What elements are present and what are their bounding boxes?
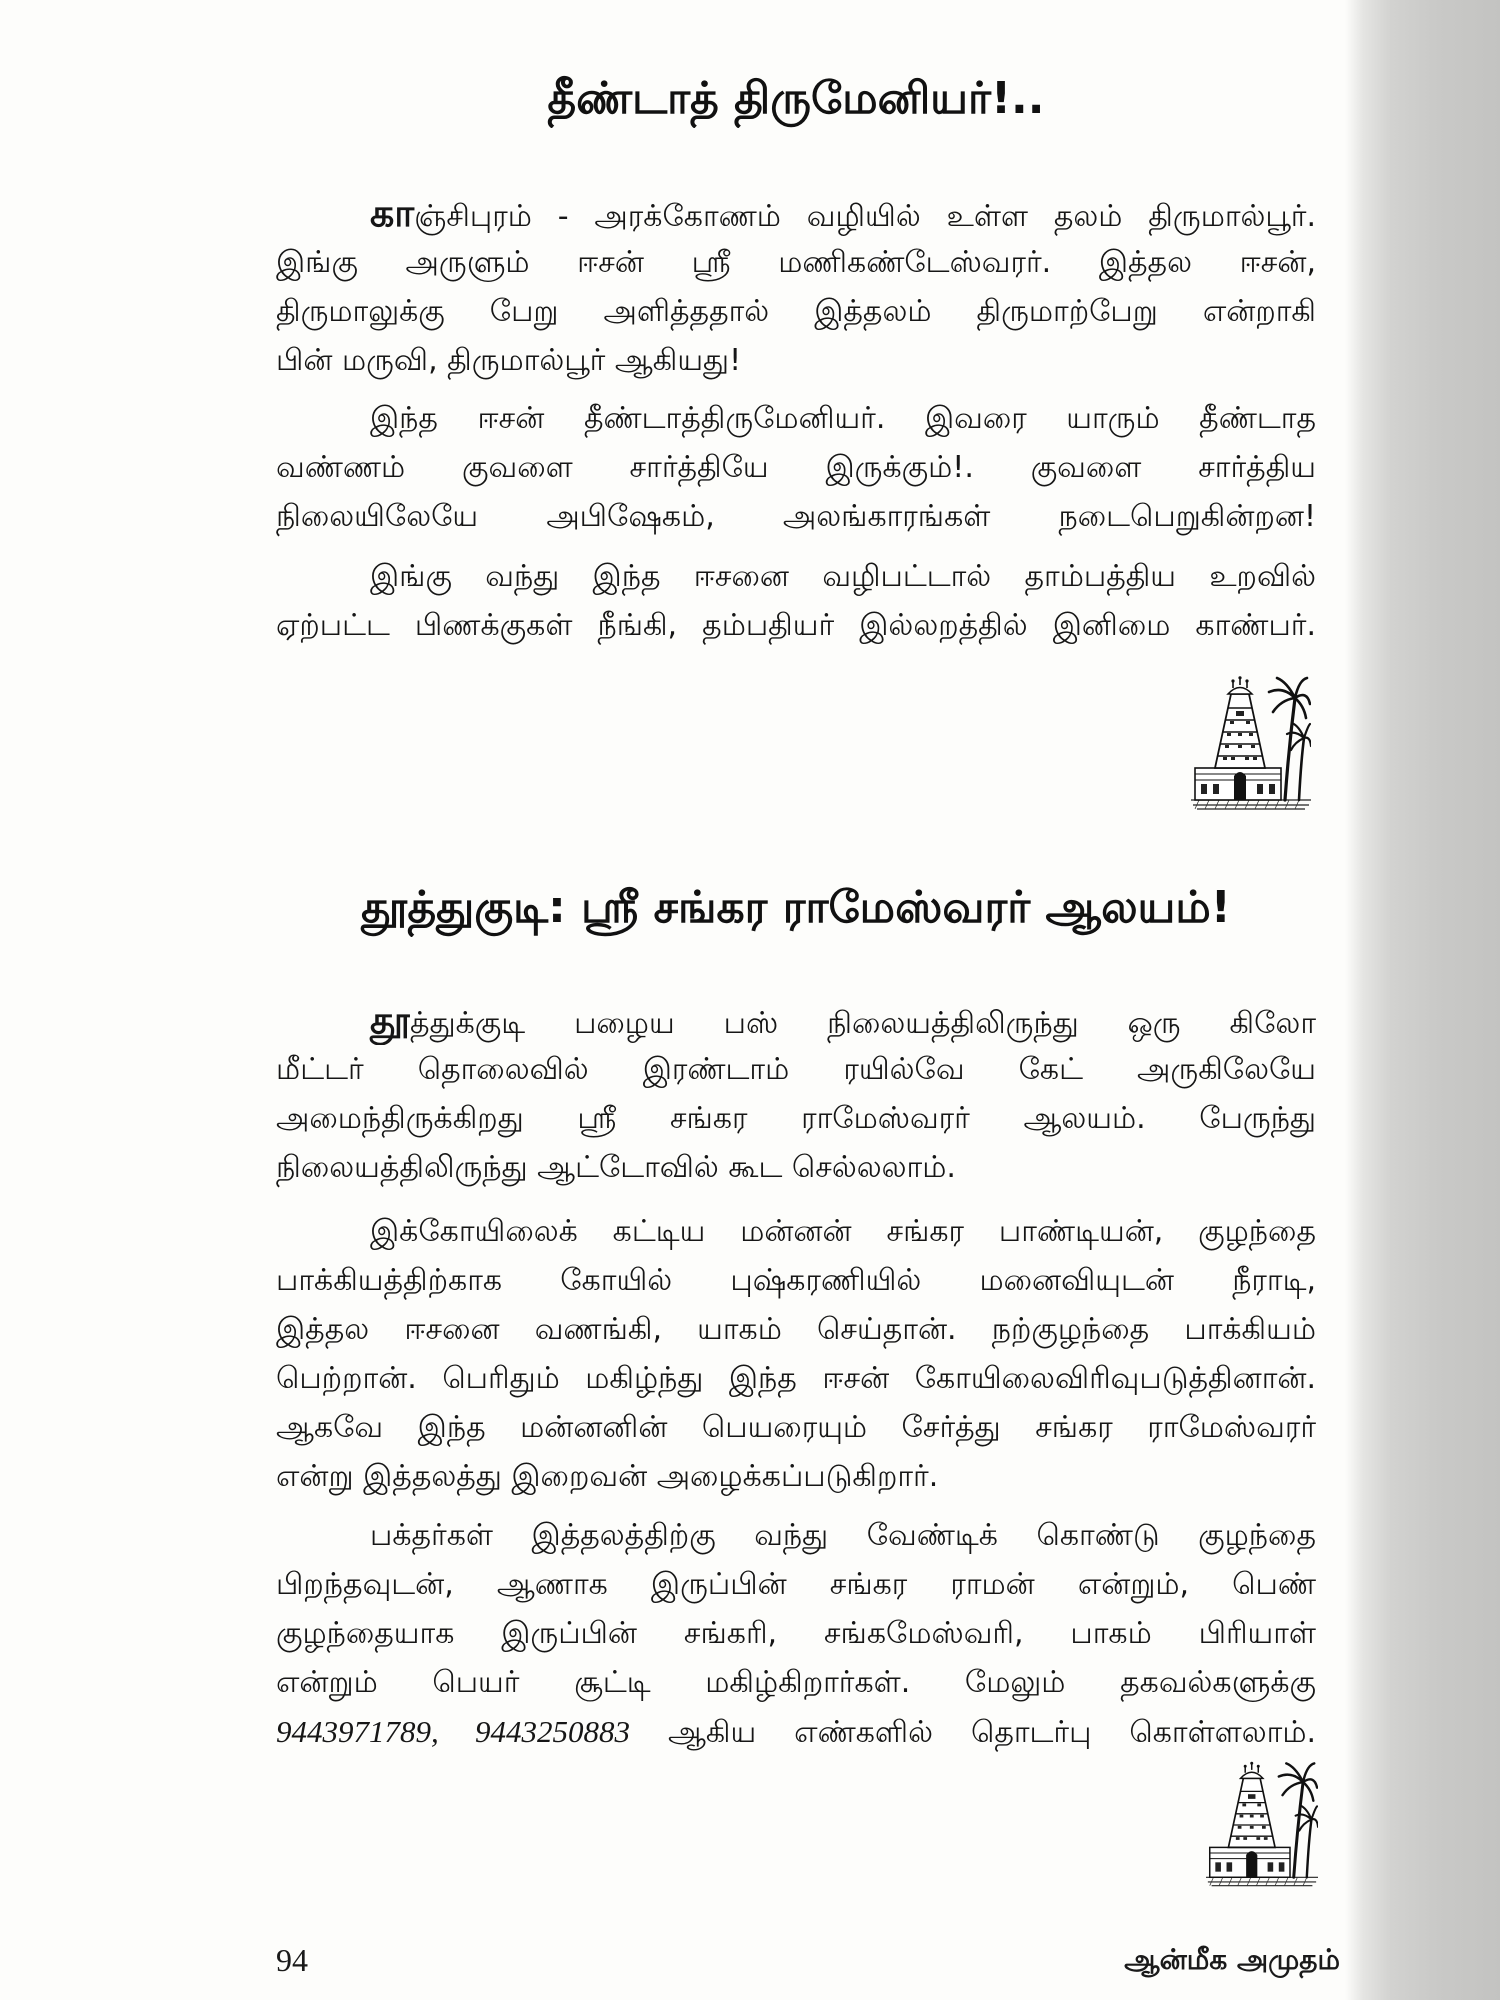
book-title: ஆன்மீக அமுதம் [1124,1943,1340,1976]
text-line: குழந்தையாக இருப்பின் சங்கரி, சங்கமேஸ்வரி, பாகம் பிரியாள் [276,1616,1316,1651]
text-line: இங்கு அருளும் ஈசன் ஸ்ரீ மணிகண்டேஸ்வரர். இத்தல ஈசன், [276,245,1316,280]
text-line [276,1707,1316,1756]
paragraph [276,1511,1316,1756]
text-line: இங்கு வந்து இந்த ஈசனை வழிபட்டால் தாம்பத்திய உறவில் [370,559,1316,594]
paragraph [276,996,1316,1192]
lead-letters: கா [370,191,415,235]
paragraph [276,394,1316,541]
text-line: நிலையிலேயே அபிஷேகம், அலங்காரங்கள் நடைபெறுகின்றன! [276,499,1316,534]
text-line: பிறந்தவுடன், ஆணாக இருப்பின் சங்கர ராமன் என்றும், பெண் [276,1567,1316,1602]
paragraph [276,189,1316,385]
text-line: என்று இத்தலத்து இறைவன் அழைக்கப்படுகிறார். [276,1459,939,1494]
text-line: ஆகவே இந்த மன்னனின் பெயரையும் சேர்த்து சங்கர ராமேஸ்வரர் [276,1410,1316,1445]
section-title: தூத்துகுடி: ஸ்ரீ சங்கர ராமேஸ்வரர் ஆலயம்! [361,882,1231,933]
text-line: வண்ணம் குவளை சார்த்தியே இருக்கும்!. குவளை சார்த்திய [276,450,1316,485]
text-line: திருமாலுக்கு பேறு அளித்ததால் இத்தலம் திருமாற்பேறு என்றாகி [276,294,1316,329]
contact-phone-numbers: 9443971789, 9443250883 [276,1714,630,1749]
text-line: பாக்கியத்திற்காக கோயில் புஷ்கரணியில் மனைவியுடன் நீராடி, [276,1263,1316,1298]
text-line: இக்கோயிலைக் கட்டிய மன்னன் சங்கர பாண்டியன், குழந்தை [370,1214,1316,1249]
text-line: அமைந்திருக்கிறது ஸ்ரீ சங்கர ராமேஸ்வரர் ஆலயம். பேருந்து [276,1101,1316,1136]
text-line: இந்த ஈசன் தீண்டாத்திருமேனியர். இவரை யாரும் தீண்டாத [370,401,1316,436]
text-line: மீட்டர் தொலைவில் இரண்டாம் ரயில்வே கேட் அருகிலேயே [276,1052,1316,1087]
text-line: பின் மருவி, திருமால்பூர் ஆகியது! [276,343,742,378]
temple-gopuram-palm-icon [1206,1760,1318,1890]
section-title: தீண்டாத் திருமேனியர்!.. [547,73,1045,124]
temple-gopuram-palm-icon [1190,676,1312,812]
text-line [276,189,1316,238]
page-number: 94 [276,1942,308,1978]
lead-letters: தூ [370,998,411,1042]
text-line [276,996,1316,1045]
text-line: நிலையத்திலிருந்து ஆட்டோவில் கூட செல்லலாம். [276,1150,956,1185]
paragraph [276,1207,1316,1501]
text-line: பக்தர்கள் இத்தலத்திற்கு வந்து வேண்டிக் கொண்டு குழந்தை [370,1518,1316,1553]
text-line: ஏற்பட்ட பிணக்குகள் நீங்கி, தம்பதியர் இல்லறத்தில் இனிமை காண்பர். [276,608,1316,643]
text-line: என்றும் பெயர் சூட்டி மகிழ்கிறார்கள். மேலும் தகவல்களுக்கு [276,1665,1316,1700]
paragraph [276,552,1316,650]
line-text: த்துக்குடி பழைய பஸ் நிலையத்திலிருந்து ஒரு கிலோ [410,1006,1316,1041]
text-line: இத்தல ஈசனை வணங்கி, யாகம் செய்தான். நற்குழந்தை பாக்கியம் [276,1312,1316,1347]
spine-shadow [1345,0,1500,2000]
line-text: ஆகிய எண்களில் தொடர்பு கொள்ளலாம். [667,1715,1316,1750]
text-line: பெற்றான். பெரிதும் மகிழ்ந்து இந்த ஈசன் கோயிலைவிரிவுபடுத்தினான். [276,1361,1316,1396]
line-text: ஞ்சிபுரம் - அரக்கோணம் வழியில் உள்ள தலம் திருமால்பூர். [414,199,1316,234]
